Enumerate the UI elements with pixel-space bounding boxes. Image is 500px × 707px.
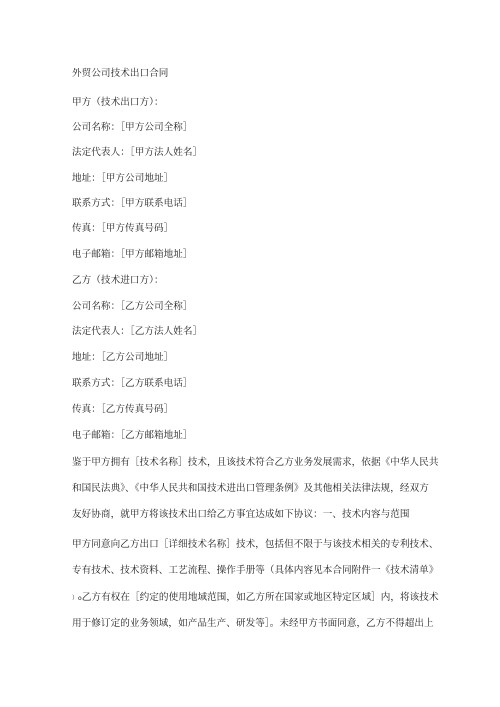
party-b-email: 电子邮箱：［乙方邮箱地址］ [72, 430, 193, 441]
preamble-line-3: 友好协商，就甲方将该技术出口给乙方事宜达成如下协议：一、技术内容与范围 [72, 509, 410, 520]
clause-line-3-mark: ）o [72, 595, 82, 602]
clause-line-3-wrap [72, 592, 439, 605]
party-a-fax: 传真：［甲方传真号码］ [72, 223, 174, 234]
party-a-header: 甲方（技术出口方）： [72, 97, 164, 108]
party-a-representative: 法定代表人：［甲方法人姓名］ [72, 147, 203, 158]
party-b-representative: 法定代表人：［乙方法人姓名］ [72, 326, 203, 337]
party-b-company: 公司名称：［乙方公司全称］ [72, 301, 193, 312]
document-title: 外贸公司技术出口合同 [72, 68, 169, 79]
clause-line-1: 甲方同意向乙方出口［详细技术名称］技术，包括但不限于与该技术相关的专利技术、 [72, 539, 439, 550]
party-a-company: 公司名称：［甲方公司全称］ [72, 122, 193, 133]
clause-line-4: 用于修订定的业务领域，如产品生产、研发等］。未经甲方书面同意，乙方不得超出上 [72, 618, 434, 629]
party-b-phone: 联系方式：［乙方联系电话］ [72, 378, 193, 389]
clause-line-2: 专有技术、技术资料、工艺流程、操作手册等（具体内容见本合同附件一《技术清单》 [72, 565, 439, 576]
party-a-address: 地址：［甲方公司地址］ [72, 173, 174, 184]
party-b-header: 乙方（技术进口方）： [72, 275, 164, 286]
preamble-line-2: 和国民法典》、《中华人民共和国技术进出口管理条例》及其他相关法律法规，经双方 [72, 483, 429, 494]
party-b-fax: 传真：［乙方传真号码］ [72, 404, 174, 415]
party-a-email: 电子邮箱：［甲方邮箱地址］ [72, 249, 193, 260]
party-a-phone: 联系方式：［甲方联系电话］ [72, 198, 193, 209]
clause-line-3: 乙方有权在［约定的使用地域范围，如乙方所在国家或地区特定区域］内，将该技术 [81, 592, 439, 603]
preamble-line-1: 鉴于甲方拥有［技术名称］技术，且该技术符合乙方业务发展需求，依据《中华人民共 [72, 457, 439, 468]
party-b-address: 地址：［乙方公司地址］ [72, 352, 174, 363]
